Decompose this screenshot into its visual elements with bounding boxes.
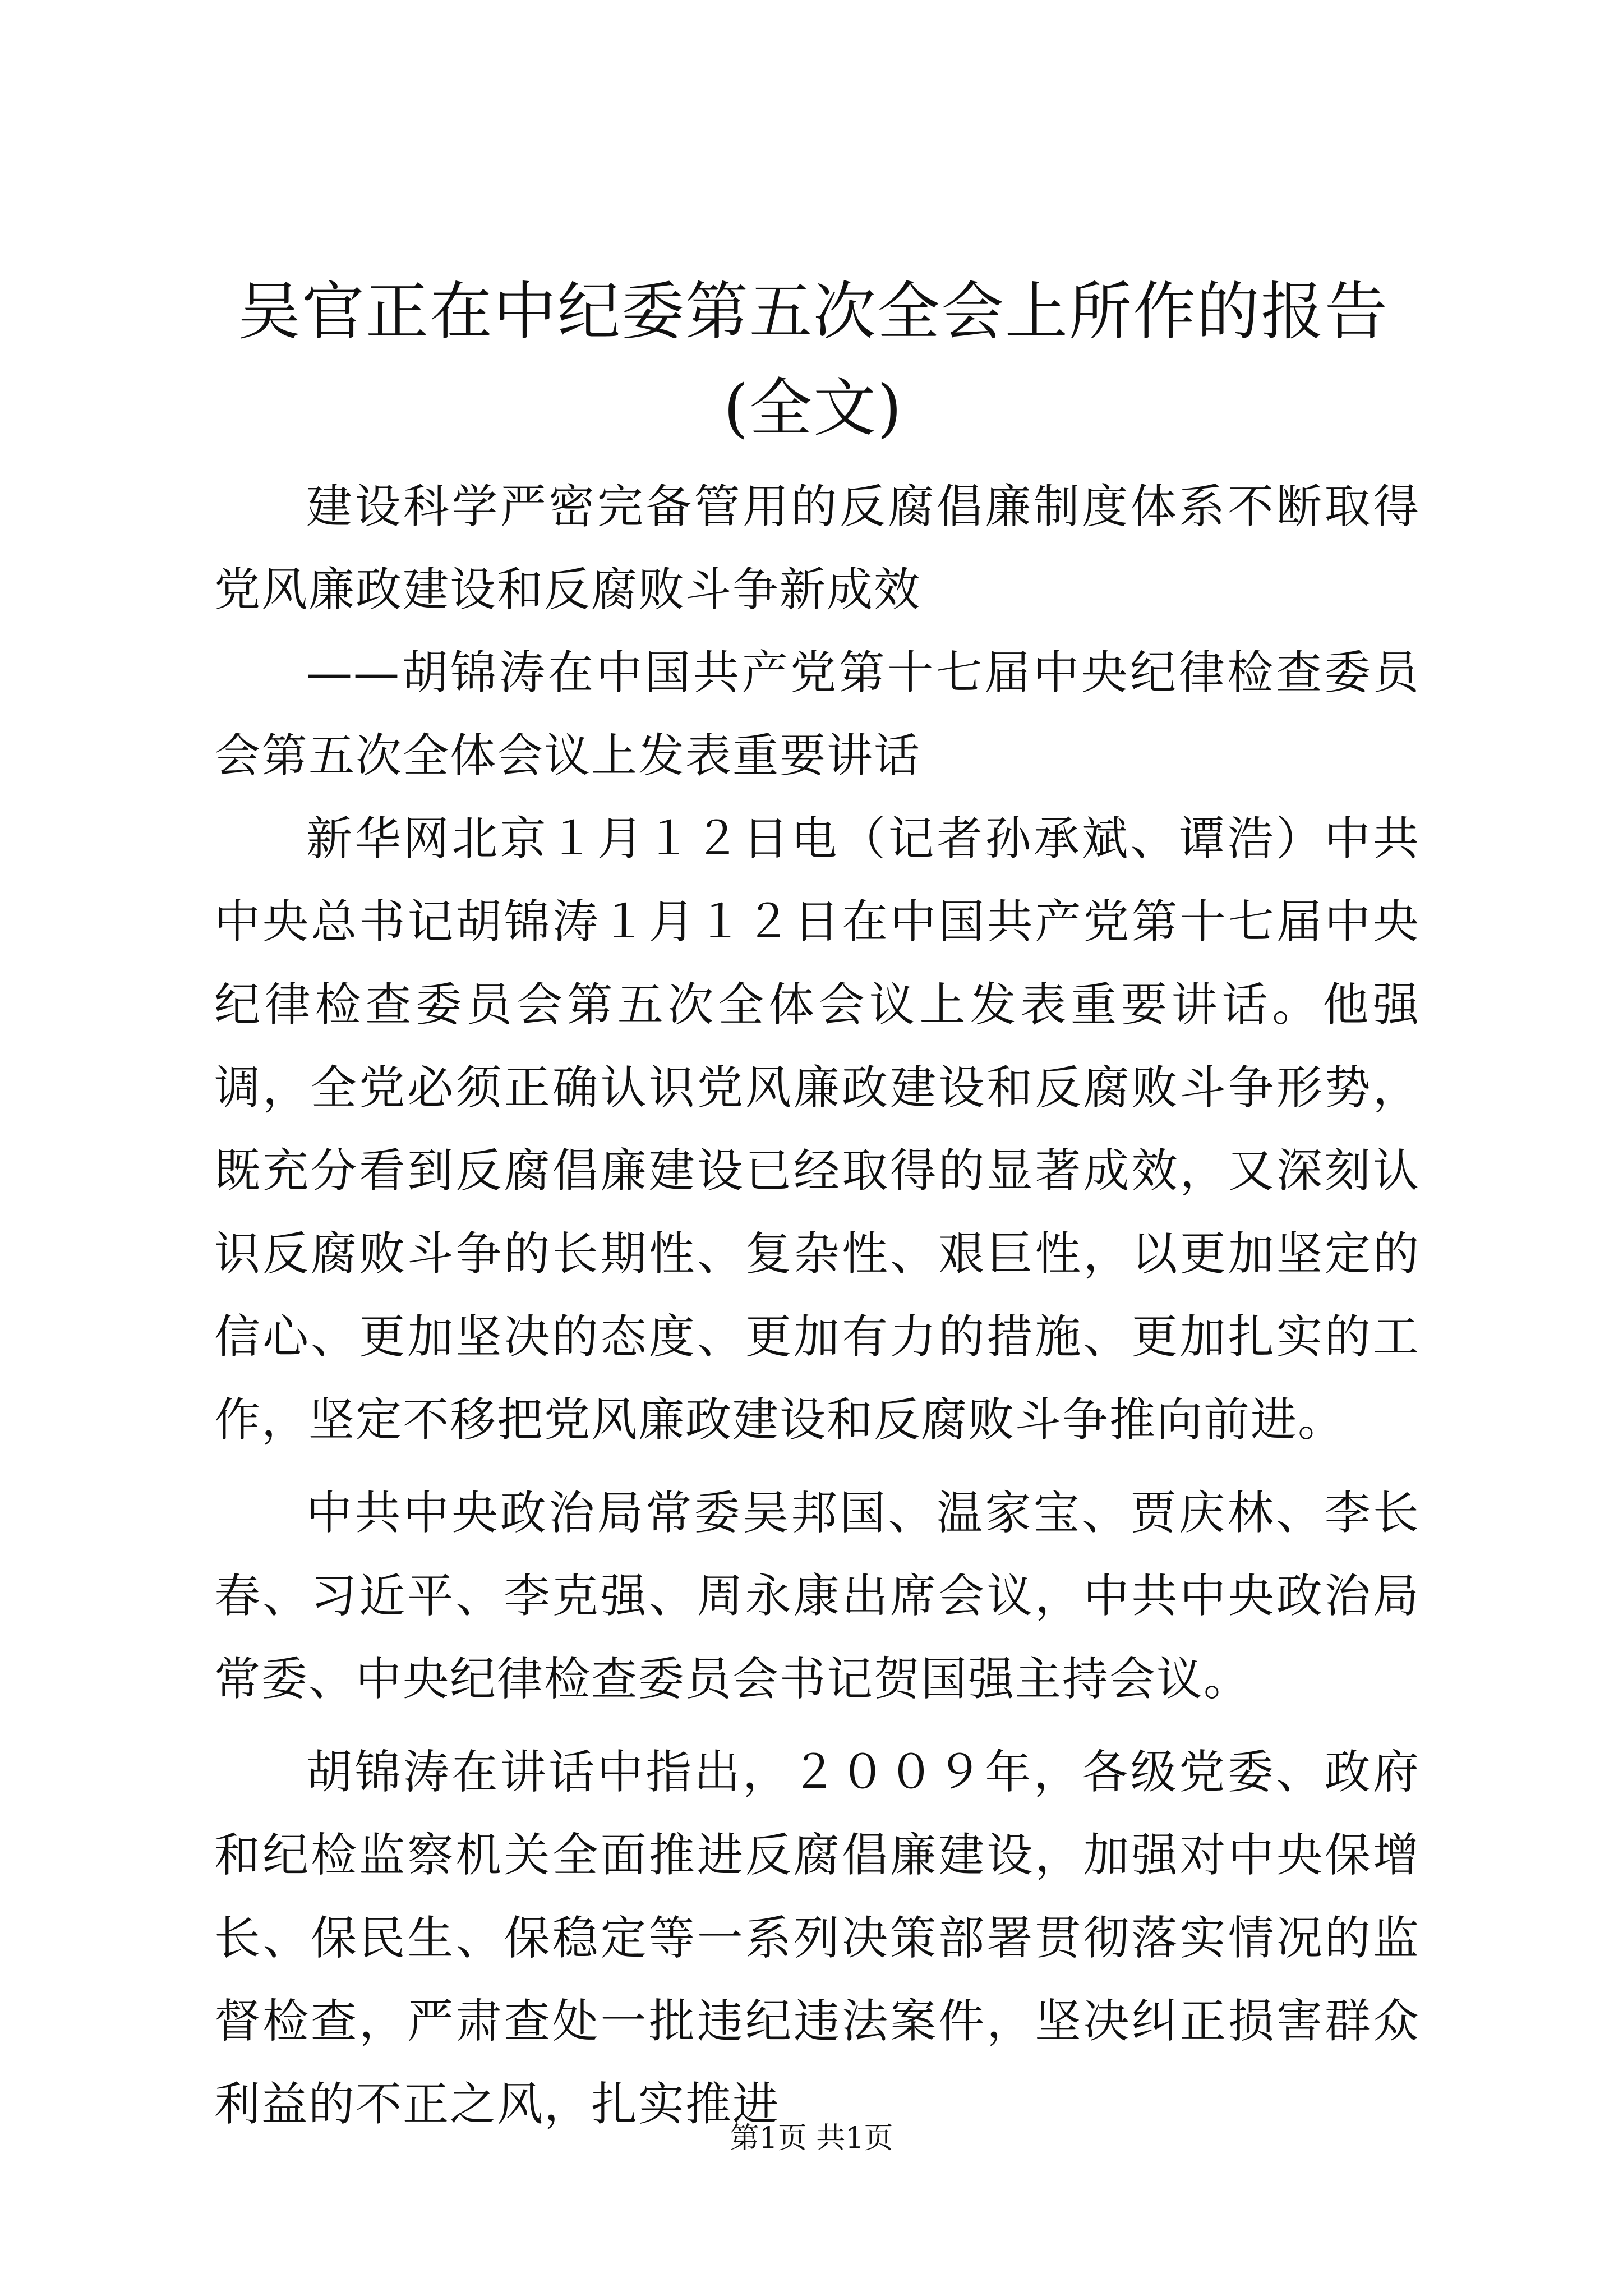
document-title: 吴官正在中纪委第五次全会上所作的报告(全文) [238, 275, 1389, 445]
document-body [214, 466, 1420, 2146]
paragraph-attendees: 中共中央政治局常委吴邦国、温家宝、贾庆林、李长春、习近平、李克强、周永康出席会议，中共中央政治局常委、中央纪律检查委员会书记贺国强主持会议。 [214, 1487, 1420, 1706]
paragraph-lead: 新华网北京１月１２日电（记者孙承斌、谭浩）中共中央总书记胡锦涛１月１２日在中国共产党第十七届中央纪律检查委员会第五次全体会议上发表重要讲话。他强调，全党必须正确认识党风廉政建设和反腐败斗争形势，既充分看到反腐倡廉建设已经取得的显著成效，又深刻认识反腐败斗争的长期性、复杂性、艰巨性，以更加坚定的信心、更加坚决的态度、更加有力的措施、更加扎实的工作，坚定不移把党风廉政建设和反腐败斗争推向前进。 [214, 812, 1420, 1447]
page-footer: 第1页 共1页 [730, 2122, 893, 2155]
paragraph-speech: 胡锦涛在讲话中指出，２００９年，各级党委、政府和纪检监察机关全面推进反腐倡廉建设，加强对中央保增长、保民生、保稳定等一系列决策部署贯彻落实情况的监督检查，严肃查处一批违纪违法案件，坚决纠正损害群众利益的不正之风，扎实推进 [214, 1746, 1420, 2131]
paragraph-byline: ——胡锦涛在中国共产党第十七届中央纪律检查委员会第五次全体会议上发表重要讲话 [214, 646, 1420, 783]
paragraph-subtitle: 建设科学严密完备管用的反腐倡廉制度体系不断取得党风廉政建设和反腐败斗争新成效 [214, 480, 1420, 616]
